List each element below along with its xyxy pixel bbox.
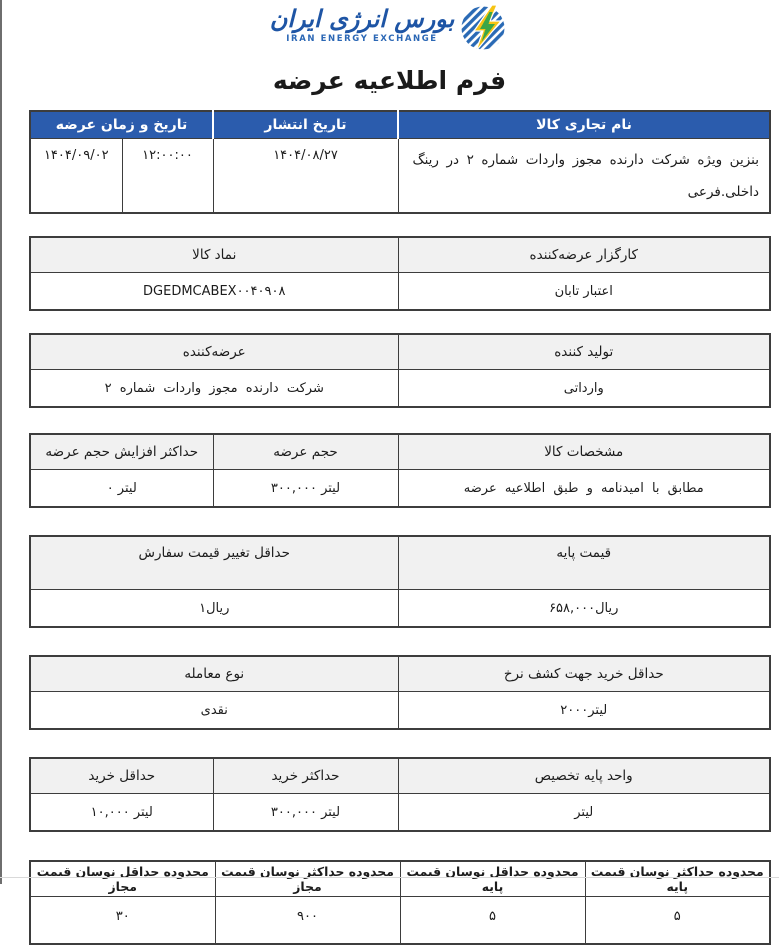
form-tables xyxy=(31,110,771,945)
producer-header: تولید کننده xyxy=(398,334,770,370)
data-row xyxy=(30,692,770,730)
deal-type-header: نوع معامله xyxy=(30,656,398,692)
min-buy-value: لیتر ۱۰,۰۰۰ xyxy=(30,794,213,832)
max-buy-value: لیتر ۳۰۰,۰۰۰ xyxy=(213,794,398,832)
producer-supplier-table xyxy=(29,333,771,408)
min-buy-discovery-header: حداقل خرید جهت کشف نرخ xyxy=(398,656,770,692)
data-row xyxy=(30,897,770,945)
min-allowed-fluct-header: محدوده حداقل نوسان قیمت مجاز xyxy=(30,861,215,897)
discovery-dealtype-table xyxy=(29,655,771,730)
broker-value: اعتبار تابان xyxy=(398,273,770,311)
supplier-value: شرکت دارنده مجوز واردات شماره ۲ xyxy=(30,370,398,408)
specs-header: مشخصات کالا xyxy=(398,434,770,470)
base-price-header: قیمت پایه xyxy=(398,536,770,590)
header-row xyxy=(30,237,770,273)
broker-symbol-table xyxy=(29,236,771,311)
symbol-header: نماد کالا xyxy=(30,237,398,273)
data-row xyxy=(30,370,770,408)
broker-header: کارگزار عرضه‌کننده xyxy=(398,237,770,273)
symbol-value: DGEDMCABEX۰۰۴۰۹۰۸ xyxy=(30,273,398,311)
header-row xyxy=(30,536,770,590)
max-buy-header: حداکثر خرید xyxy=(213,758,398,794)
trade-name-value: بنزین ویژه شرکت دارنده مجوز واردات شماره ۲ در رینگ داخلی.فرعی xyxy=(398,139,770,214)
trade-name-header: نام تجاری کالا xyxy=(398,111,770,139)
min-buy-discovery-value: لیتر۲۰۰۰ xyxy=(398,692,770,730)
iran-energy-exchange-logo xyxy=(0,0,779,56)
max-increase-value: لیتر ۰ xyxy=(30,470,213,508)
iee-emblem xyxy=(461,4,509,52)
publish-date-value: ۱۴۰۴/۰۸/۲۷ xyxy=(213,139,398,214)
specs-value: مطابق با امیدنامه و طبق اطلاعیه عرضه xyxy=(398,470,770,508)
logo-persian-name: بورس انرژی ایران xyxy=(269,5,455,33)
min-allowed-fluct-value: ۳۰ xyxy=(30,897,215,945)
base-unit-value: لیتر xyxy=(398,794,770,832)
lightning-bolt-icon xyxy=(461,4,509,52)
data-row xyxy=(30,470,770,508)
supply-time-value: ۱۲:۰۰:۰۰ xyxy=(122,139,213,214)
max-increase-header: حداکثر افزایش حجم عرضه xyxy=(30,434,213,470)
header-row xyxy=(30,861,770,897)
header-row xyxy=(30,758,770,794)
min-tick-header: حداقل تغییر قیمت سفارش xyxy=(30,536,398,590)
base-price-table xyxy=(29,535,771,628)
volume-value: لیتر ۳۰۰,۰۰۰ xyxy=(213,470,398,508)
data-row xyxy=(30,794,770,832)
deal-type-value: نقدی xyxy=(30,692,398,730)
max-base-fluct-value: ۵ xyxy=(585,897,770,945)
min-base-fluct-header: محدوده حداقل نوسان قیمت پایه xyxy=(400,861,585,897)
header-row xyxy=(30,334,770,370)
max-allowed-fluct-header: محدوده حداکثر نوسان قیمت مجاز xyxy=(215,861,400,897)
supply-date-value: ۱۴۰۴/۰۹/۰۲ xyxy=(30,139,122,214)
base-price-value: ریال۶۵۸,۰۰۰ xyxy=(398,590,770,628)
volume-header: حجم عرضه xyxy=(213,434,398,470)
data-row xyxy=(30,273,770,311)
data-row xyxy=(30,590,770,628)
fluctuation-table xyxy=(29,860,771,945)
header-row xyxy=(30,111,770,139)
supplier-header: عرضه‌کننده xyxy=(30,334,398,370)
min-base-fluct-value: ۵ xyxy=(400,897,585,945)
logo-text xyxy=(270,6,455,44)
supply-datetime-header: تاریخ و زمان عرضه xyxy=(30,111,213,139)
min-buy-header: حداقل خرید xyxy=(30,758,213,794)
header-row xyxy=(30,656,770,692)
base-unit-header: واحد پایه تخصیص xyxy=(398,758,770,794)
header-row xyxy=(30,434,770,470)
max-base-fluct-header: محدوده حداکثر نوسان قیمت پایه xyxy=(585,861,770,897)
allocation-table xyxy=(29,757,771,832)
logo-english-name: IRAN ENERGY EXCHANGE xyxy=(286,34,438,44)
specs-volume-table xyxy=(29,433,771,508)
producer-value: وارداتی xyxy=(398,370,770,408)
page-title: فرم اطلاعیه عرضه xyxy=(272,66,507,95)
trade-info-table xyxy=(29,110,771,214)
publish-date-header: تاریخ انتشار xyxy=(213,111,398,139)
min-tick-value: ریال۱ xyxy=(30,590,398,628)
data-row xyxy=(30,139,770,214)
max-allowed-fluct-value: ۹۰۰ xyxy=(215,897,400,945)
